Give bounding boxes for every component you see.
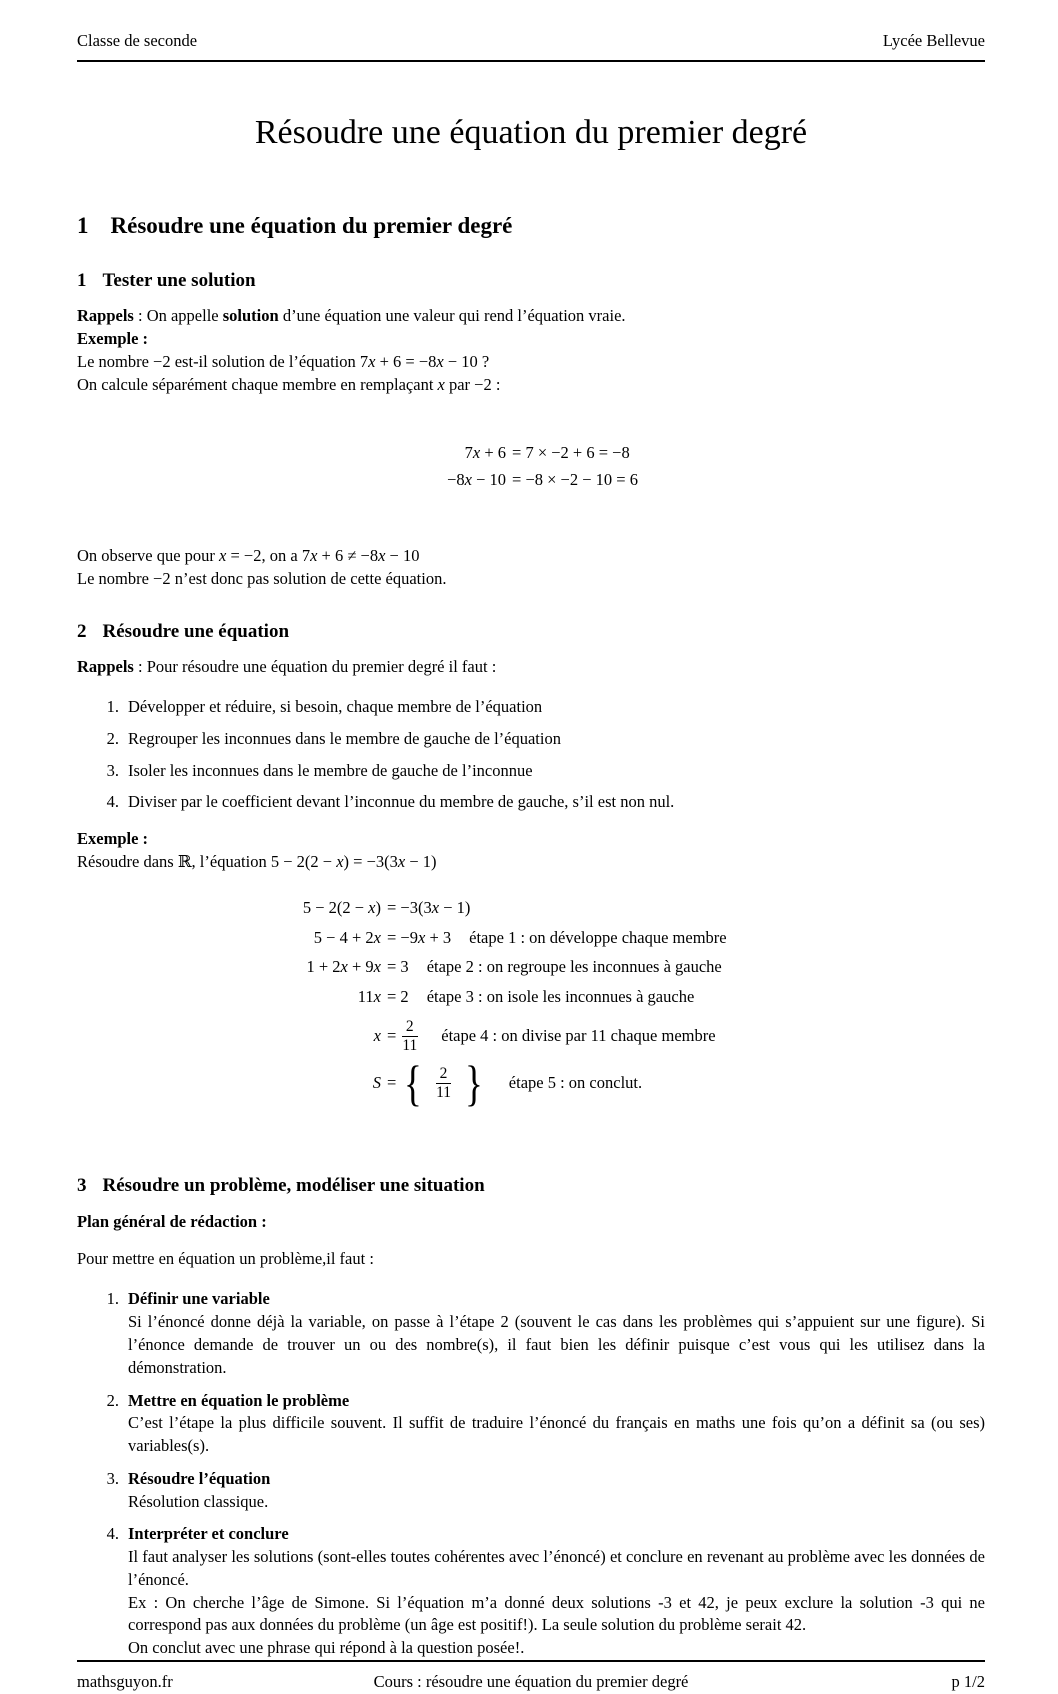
conclusion-line: Le nombre −2 n’est donc pas solution de cette équation. <box>77 568 447 588</box>
item-body: Ex : On cherche l’âge de Simone. Si l’équation m’a donné deux solutions -3 et 42, je peux exclure la solution -3 qui ne correspond pas aux données du problème (un âge est positif!). La seule solution du problème serait 42. <box>128 1592 985 1635</box>
subsection-1-number: 1 <box>77 269 87 291</box>
variable-x: x <box>437 374 445 394</box>
list-item: 3. Résoudre l’équation Résolution classique. <box>77 1468 985 1514</box>
equation-row: 5 − 2(2 − x) = −3(3 x − 1) <box>302 897 471 917</box>
subsection-3-number: 3 <box>77 1175 87 1197</box>
equation-row: 1 + 2x + 9x = 3 étape 2 : on regroupe les inconnues à gauche <box>306 957 722 977</box>
equation-row-fraction: x = $\frac{2}{11}$ étape 4 : on divise par 11 chaque membre <box>373 1017 716 1054</box>
item-body: Résolution classique. <box>128 1491 269 1511</box>
subsection-3-title: Résoudre un problème, modéliser une situation <box>102 1175 485 1197</box>
list-item: 2. Regrouper les inconnues dans le membre de gauche de l’équation <box>106 728 561 748</box>
subsection-1-heading <box>77 270 985 292</box>
item-title: Définir une variable <box>128 1289 270 1309</box>
equation-row: −8x − 10 = −8 × −2 − 10 = 6 <box>447 470 638 490</box>
real-numbers-symbol: ℝ <box>177 852 192 871</box>
item-title: Mettre en équation le problème <box>128 1390 350 1410</box>
list-item: 4. Diviser par le coefficient devant l’inconnue du membre de gauche, s’il est non nul. <box>106 792 675 812</box>
rappels-label: Rappels <box>77 306 134 326</box>
subsection-2-number: 2 <box>77 620 87 642</box>
item-body: Il faut analyser les solutions (sont-elles toutes cohérentes avec l’énoncé) et conclure en revenant au problème avec les données de l’énoncé. <box>128 1547 985 1589</box>
page-footer <box>77 1660 985 1694</box>
footer-site: mathsguyon.fr <box>77 1671 173 1691</box>
subsection-2-title: Résoudre une équation <box>102 620 290 642</box>
fraction: $\frac{2}{11}$ <box>402 1017 418 1054</box>
list-item: 4. Interpréter et conclure Il faut analyser les solutions (sont-elles toutes cohérentes avec l’énoncé) et conclure en revenant au problème avec les données de l’énoncé. Ex : On cherche l’âge de Simone. Si l’équation m’a donné deux solutions -3 et 42, je peux exclure la solution -3 qui ne correspond pas aux données du problème (un âge est positif!). La seule solution du problème serait 42. On conclut avec une phrase qui répond à la question posée!. <box>77 1523 985 1660</box>
item-body: On conclut avec une phrase qui répond à la question posée!. <box>128 1638 525 1658</box>
plan-label: Plan général de rédaction : <box>77 1211 267 1231</box>
step-equations <box>299 890 985 1111</box>
page-header <box>77 30 985 62</box>
item-body: Si l’énoncé donne déjà la variable, on passe à l’étape 2 (souvent le cas dans les problèmes qui s’appuient sur une figure). Si l’énonce demande de trouver un ou des nombre(s), il faut bien les définir puisque c’est vous qui les utilisez dans la démonstration. <box>128 1312 985 1377</box>
item-title: Résoudre l’équation <box>128 1468 271 1488</box>
equation-row: 11x = 2 étape 3 : on isole les inconnues à gauche <box>357 987 695 1007</box>
subsection-2-heading <box>77 621 985 643</box>
section-heading <box>77 213 985 239</box>
list-item: 2. Mettre en équation le problème C’est l’étape la plus difficile souvent. Il suffit de traduire l’énoncé du français en maths une fois qu’on a définit sa (ou ses) variables(s). <box>77 1390 985 1458</box>
fraction: $\frac{2}{11}$ <box>436 1065 452 1102</box>
section-title: Résoudre une équation du premier degré <box>110 213 513 239</box>
list-item: 1. Développer et réduire, si besoin, chaque membre de l’équation <box>106 697 543 717</box>
footer-course-title: Cours : résoudre une équation du premier degré <box>373 1671 689 1691</box>
left-brace: { <box>404 1056 423 1112</box>
right-brace: } <box>464 1056 483 1112</box>
equation-row: 5 − 4 + 2x = −9 x + 3 étape 1 : on développe chaque membre <box>313 927 727 947</box>
list-item: 3. Isoler les inconnues dans le membre de gauche de l’inconnue <box>106 760 533 780</box>
equation-inline: 7x + 6 = −8x − 10 <box>359 351 478 371</box>
resoudre-line: Résoudre dans ℝ, l’équation 5 − 2(2 − x) = −3(3x − 1) <box>77 852 437 871</box>
intro-line: Pour mettre en équation un problème,il faut : <box>77 1248 374 1268</box>
observation-line: On observe que pour x = −2, on a 7x + 6 ≠ −8x − 10 <box>77 546 420 566</box>
exemple2-label: Exemple : <box>77 829 149 849</box>
display-equations <box>424 437 638 498</box>
solution-bold: solution <box>222 306 279 326</box>
problem-steps-list <box>77 1278 985 1659</box>
rappels2-paragraph: Rappels : Pour résoudre une équation du premier degré il faut : <box>77 657 497 677</box>
equation-row-solution-set: S = { $\frac{2}{11}$ } étape 5 : on conclut. <box>372 1056 643 1112</box>
section-number: 1 <box>77 213 89 239</box>
subsection-3-heading <box>77 1175 985 1197</box>
exemple-label: Exemple : <box>77 329 149 349</box>
method-steps-list <box>77 687 985 814</box>
rappels-paragraph: Rappels : On appelle solution d’une équation une valeur qui rend l’équation vraie. <box>77 306 626 326</box>
equation-row: 7x + 6 = 7 × −2 + 6 = −8 <box>464 442 630 462</box>
question-line: Le nombre −2 est-il solution de l’équation 7x + 6 = −8x − 10 ? <box>77 351 490 371</box>
header-school-label: Lycée Bellevue <box>882 31 985 50</box>
item-title: Interpréter et conclure <box>128 1524 289 1544</box>
item-body: C’est l’étape la plus difficile souvent. Il suffit de traduire l’énoncé du français en maths une fois qu’on a définit sa (ou ses) variables(s). <box>128 1413 985 1456</box>
subsection-1-title: Tester une solution <box>102 269 256 291</box>
header-class-label: Classe de seconde <box>77 31 198 50</box>
footer-page-number: p 1/2 <box>951 1671 985 1691</box>
document-title: Résoudre une équation du premier degré <box>254 113 808 151</box>
calc-line: On calcule séparément chaque membre en remplaçant x par −2 : <box>77 374 501 394</box>
list-item: 1. Définir une variable Si l’énoncé donne déjà la variable, on passe à l’étape 2 (souvent le cas dans les problèmes qui s’appuient sur une figure). Si l’énonce demande de trouver un ou des nombre(s), il faut bien les définir puisque c’est vous qui les utilisez dans la démonstration. <box>77 1288 985 1379</box>
